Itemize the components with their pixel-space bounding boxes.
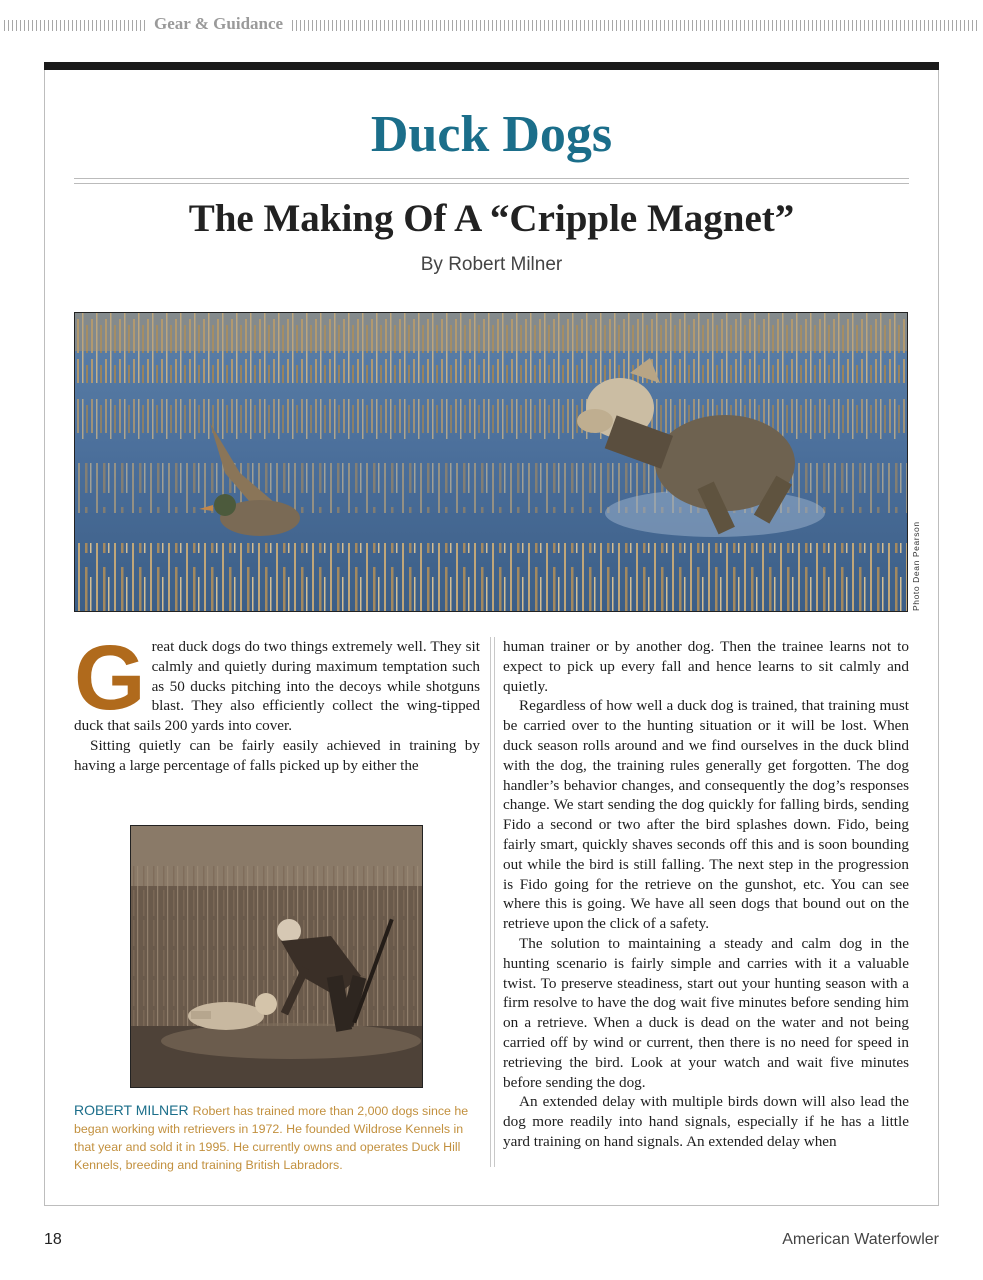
paragraph: Sitting quietly can be fairly easily achieved in training by having a large percentage of falls picked up by either the [74,736,480,774]
column-divider [490,637,495,1167]
byline: By Robert Milner [420,254,563,275]
header-hatch-left [4,20,148,31]
header-hatch-right [292,20,978,31]
section-label: Gear & Guidance [154,14,284,33]
section-header [0,12,983,38]
paragraph: The solution to maintaining a steady and calm dog in the hunting scenario is fairly simple and carries with it a valuable twist. To preserve steadiness, start out your hunting season with a firm resolve to have the dog wait five minutes before sending him on a retrieve. When a duck is dead on the water and not being carried off by wind or current, then there is no need for speed in retrieving the bird. Look at your watch and wait five minutes before sending the dog. [503,934,909,1091]
author-photo-illustration [131,826,423,1088]
paragraph-text: reat duck dogs do two things extremely well. They sit calmly and quietly during maximum temptation such as 50 ducks pitching into the decoys while shotguns blast. They also efficiently collect the wing-tipped duck that sails 200 yards into cover. [74,638,480,735]
bio-author-name: ROBERT MILNER [74,1102,189,1118]
hero-photo [74,312,908,612]
paragraph: human trainer or by another dog. Then the trainee learns not to expect to pick up every fall and hence learns to sit calmly and quietly. [503,638,909,695]
paragraph [74,627,480,736]
author-bio [74,1101,484,1174]
title-rule [74,178,909,184]
right-column [503,637,909,1152]
author-photo [130,825,423,1088]
drop-cap: G [74,627,146,729]
paragraph: An extended delay with multiple birds down will also lead the dog more readily into hand signals, especially if he has a little yard training on hand signals. An extended delay when [503,1093,909,1150]
paragraph: Regardless of how well a duck dog is trained, that training must be carried over to the hunting situation or it will be lost. When duck season rolls around and we find ourselves in the duck blind with the dog, the training rules generally get forgotten. The dog handler’s behavior changes, and consequently the dog’s responses change. We start sending the dog quickly for falling birds, sending Fido a second or two after the bird splashes down. Fido, being fairly smart, quickly shaves seconds off this and is soon bounding out while the bird is still falling. The next step in the progression is Fido going for the retrieve on the gunshot, etc. You can see where this is going. We have all seen dogs that bound out on the retrieve upon the click of a safety. [503,697,909,933]
bio-text: Robert has trained more than 2,000 dogs since he began working with retrievers in 1972. He founded Wildrose Kennels in that year and sold it in 1995. He currently owns and operates Duck Hill Kennels, breeding and training British Labradors. [74,1104,469,1172]
top-rule [44,62,939,70]
magazine-name: American Waterfowler [782,1231,939,1248]
hero-photo-illustration [75,313,908,612]
left-column [74,627,480,776]
photo-credit: Photo Dean Pearson [911,521,921,611]
page-number: 18 [44,1231,62,1248]
article-subtitle: The Making Of A “Cripple Magnet” [188,197,795,240]
article-title: Duck Dogs [370,106,613,163]
